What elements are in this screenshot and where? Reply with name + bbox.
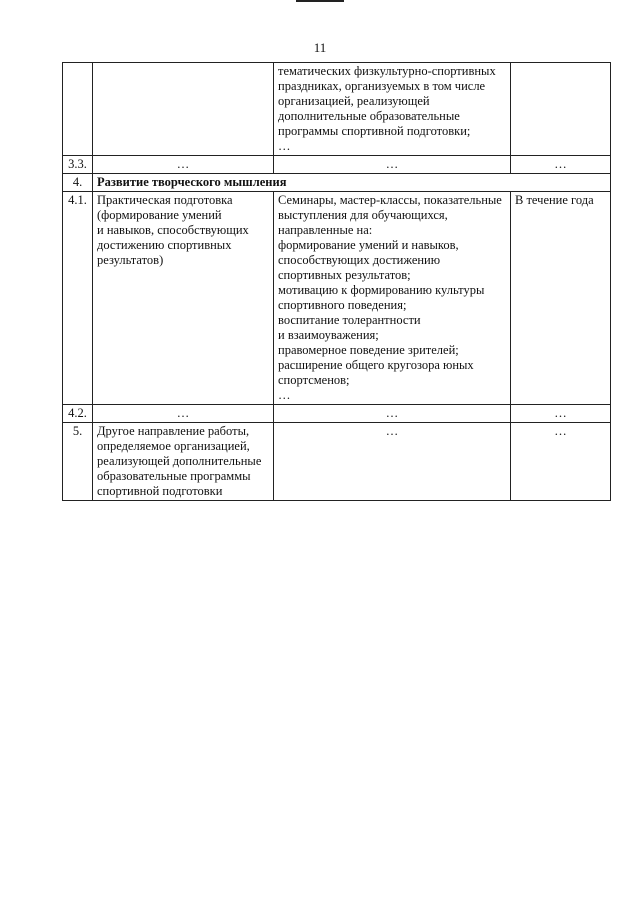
scan-top-mark [296, 0, 344, 2]
activity-cell: тематических физкультурно-спортивных праздниках, организуемых в том числе организацией, реализующей дополнительные образовательные программы спортивной подготовки; … [274, 63, 511, 156]
activity-cell: … [274, 423, 511, 501]
page-number: 11 [313, 40, 327, 55]
activity-plan-table [62, 62, 611, 501]
table-row [63, 423, 611, 501]
row-number-cell: 4.2. [63, 405, 93, 423]
direction-cell: … [93, 405, 274, 423]
timing-cell: … [511, 423, 611, 501]
direction-cell: Другое направление работы, определяемое организацией, реализующей дополнительные образовательные программы спортивной подготовки [93, 423, 274, 501]
section-title: Развитие творческого мышления [93, 174, 611, 192]
row-number-cell: 4.1. [63, 192, 93, 405]
timing-cell: … [511, 405, 611, 423]
row-number-cell [63, 63, 93, 156]
activity-cell: … [274, 156, 511, 174]
table-row [63, 63, 611, 156]
direction-cell [93, 63, 274, 156]
timing-cell [511, 63, 611, 156]
direction-cell: … [93, 156, 274, 174]
activity-cell: Семинары, мастер-классы, показательные выступления для обучающихся, направленные на: формирование умений и навыков, способствующих достижению спортивных результатов; мотивацию к формированию культуры спортивного поведения; воспитание толерантности и взаимоуважения; правомерное поведение зрителей; расширение общего кругозора юных спортсменов; … [274, 192, 511, 405]
table-row [63, 405, 611, 423]
table-row [63, 192, 611, 405]
table-row [63, 156, 611, 174]
direction-cell: Практическая подготовка (формирование умений и навыков, способствующих достижению спортивных результатов) [93, 192, 274, 405]
row-number-cell: 4. [63, 174, 93, 192]
timing-cell: … [511, 156, 611, 174]
activity-cell: … [274, 405, 511, 423]
section-row [63, 174, 611, 192]
timing-cell: В течение года [511, 192, 611, 405]
row-number-cell: 5. [63, 423, 93, 501]
row-number-cell: 3.3. [63, 156, 93, 174]
